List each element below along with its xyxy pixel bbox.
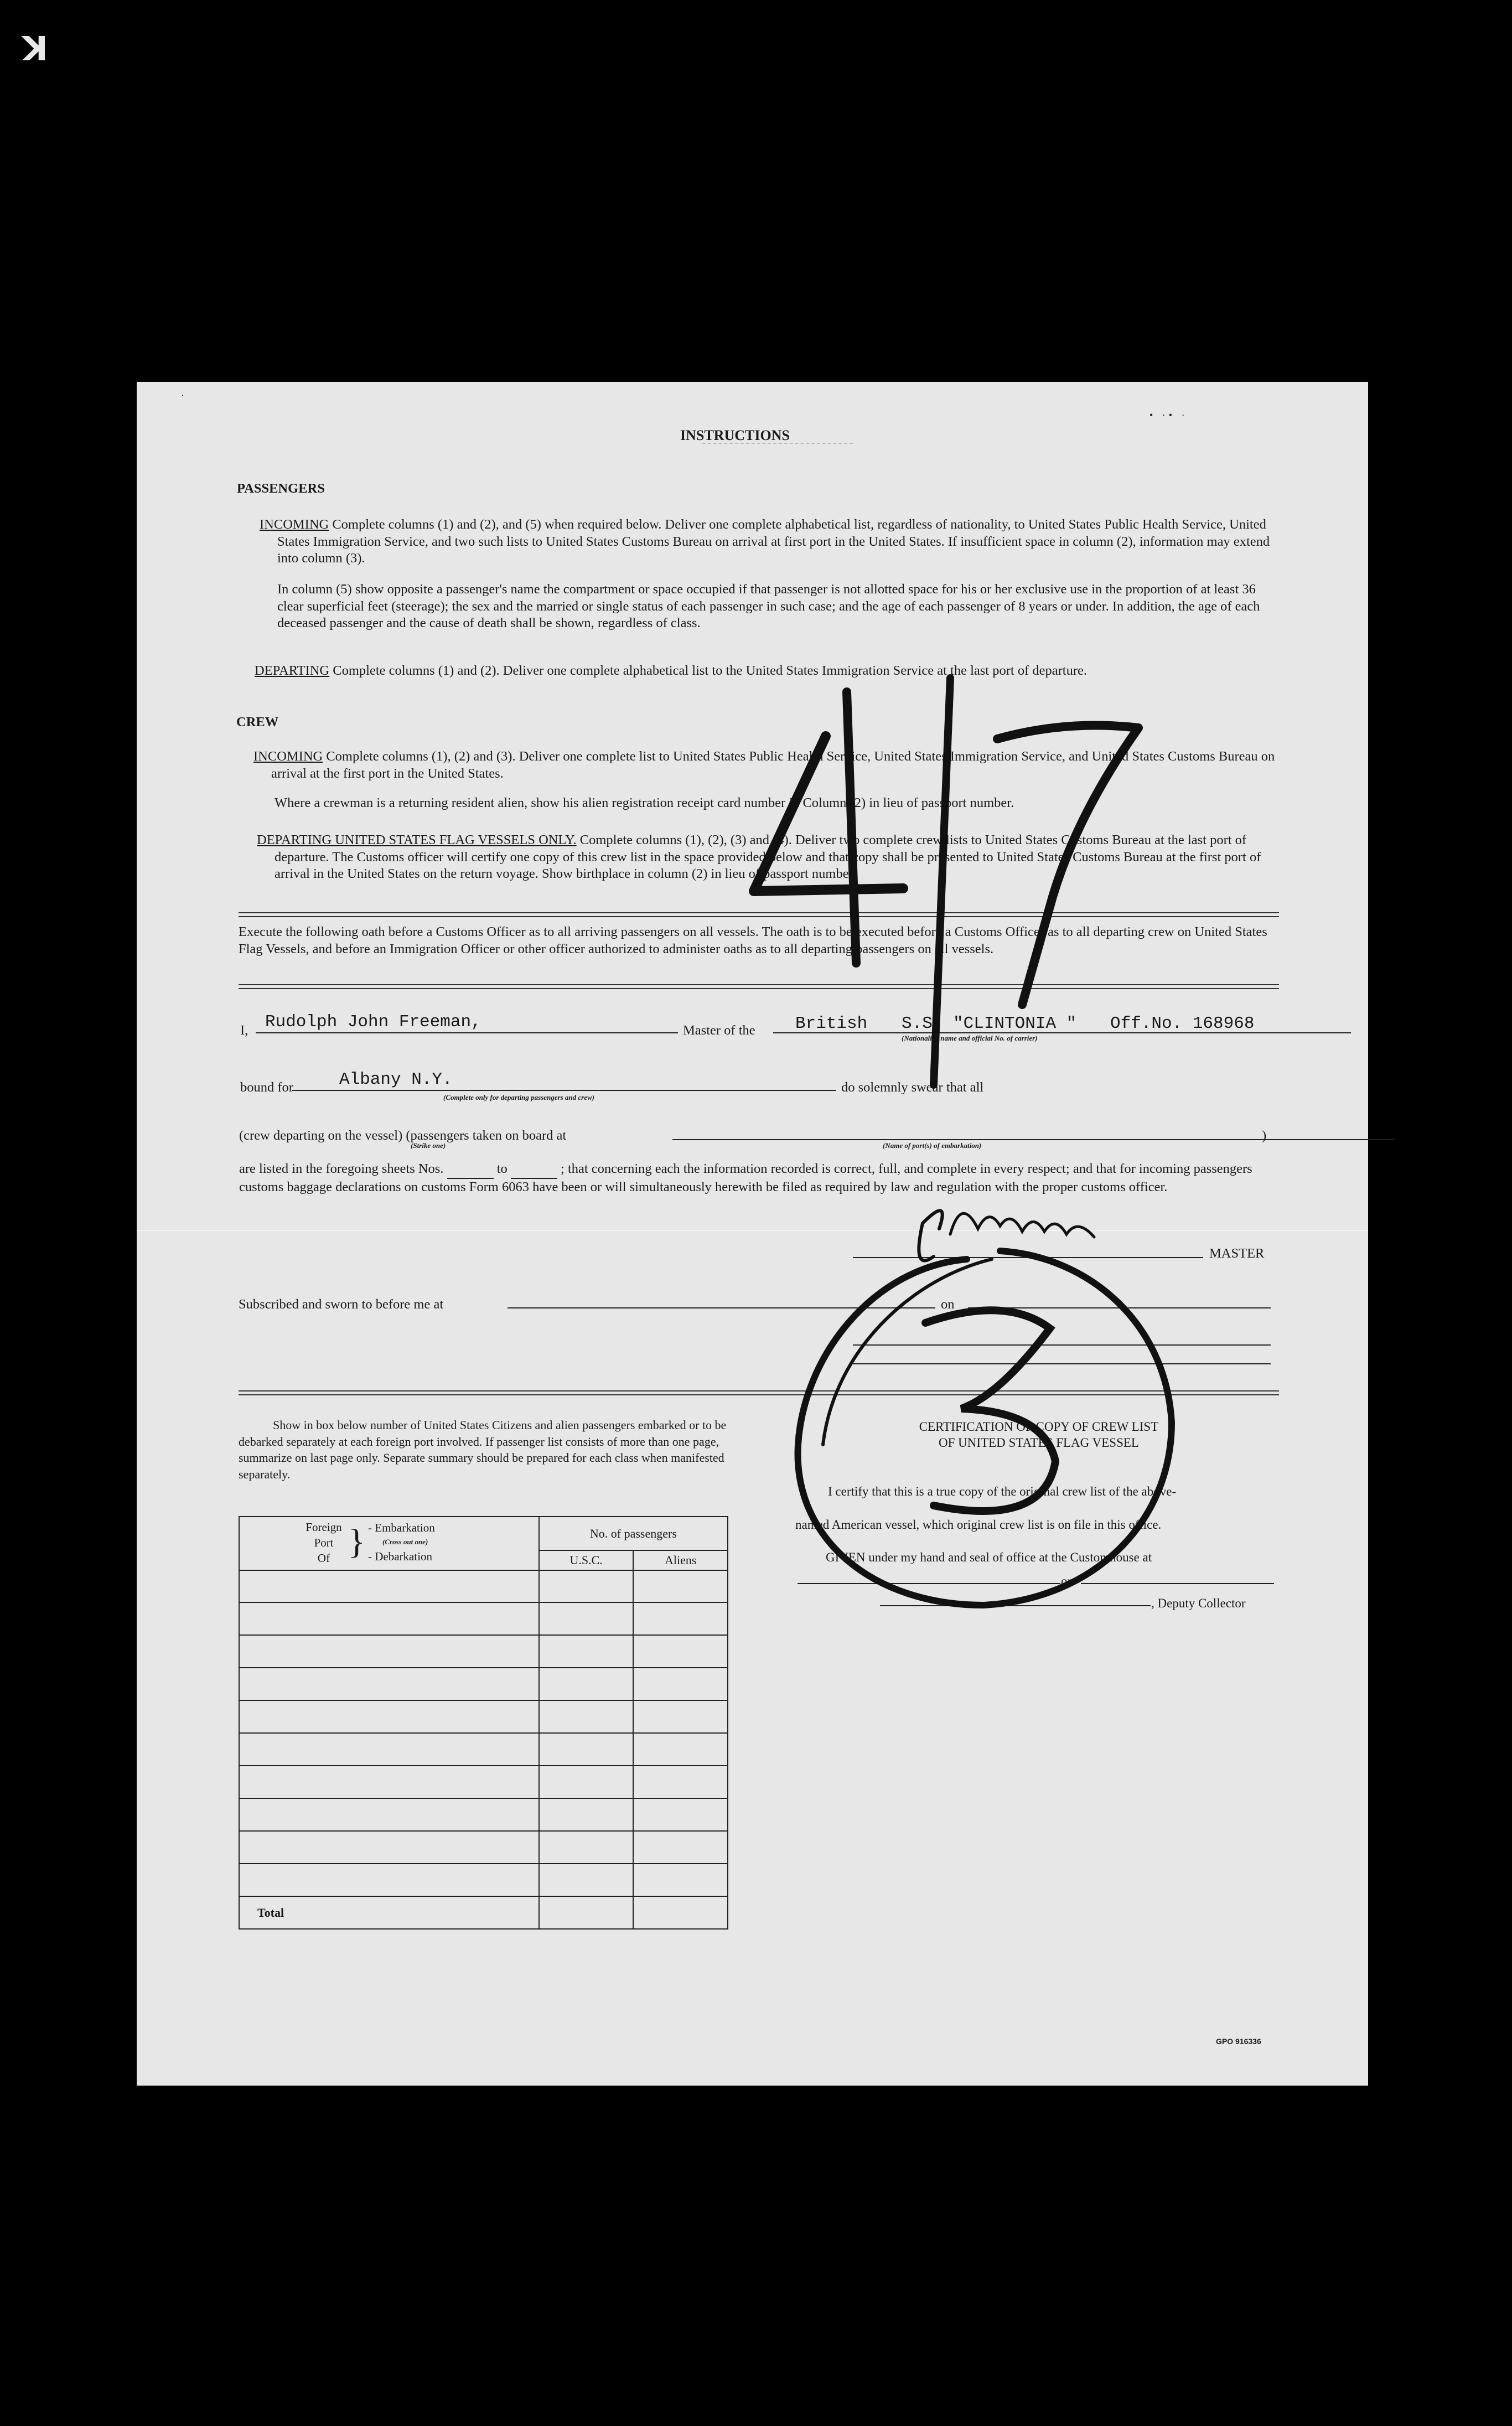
port-cell[interactable] — [239, 1831, 539, 1864]
crew-passengers-text: (crew departing on the vessel) (passengers taken on board at — [239, 1128, 567, 1143]
passengers-incoming-instruction — [260, 516, 1290, 567]
aliens-cell[interactable] — [633, 1602, 728, 1635]
section-double-rule — [239, 912, 1279, 917]
bound-for-field: Albany N.Y. — [339, 1070, 453, 1089]
port-cell[interactable] — [239, 1668, 539, 1700]
crew-incoming-text: Complete columns (1), (2) and (3). Deliver one complete list to United States Public Health Service, United States Immigration Service, and United States Customs Bureau on arrival at the first port in the United States. — [271, 749, 1275, 781]
certification-date-line — [1081, 1583, 1274, 1584]
certification-title-line1: CERTIFICATION OF COPY OF CREW LIST — [919, 1420, 1159, 1434]
certification-text2: named American vessel, which original crew list is on file in this office. — [795, 1518, 1162, 1532]
officer-line — [853, 1344, 1271, 1346]
table-row — [239, 1700, 728, 1733]
crew-heading: CREW — [236, 715, 279, 730]
master-label: MASTER — [1209, 1246, 1265, 1261]
vessel-name-field: S.S. "CLINTONIA " — [902, 1014, 1077, 1033]
passengers-departing-instruction — [255, 663, 1291, 680]
usc-cell[interactable] — [539, 1570, 634, 1602]
officer-title-line — [853, 1363, 1271, 1364]
passengers-incoming-label: INCOMING — [260, 517, 329, 532]
usc-cell[interactable] — [539, 1733, 634, 1766]
crew-incoming-instruction — [253, 748, 1290, 782]
subscribed-date-line — [968, 1307, 1271, 1308]
port-cell[interactable] — [239, 1864, 539, 1896]
debarkation-label: - Debarkation — [368, 1550, 433, 1563]
aliens-header: Aliens — [633, 1550, 728, 1570]
film-corner-mark: K — [22, 28, 48, 66]
total-label: Total — [239, 1896, 539, 1929]
crew-resident-instruction: Where a crewman is a returning resident alien, show his alien registration receipt card number in Column (2) in lieu of passport number. — [275, 795, 1014, 810]
table-row — [239, 1668, 728, 1700]
customhouse-line — [798, 1583, 1060, 1584]
table-row — [239, 1831, 728, 1864]
aliens-cell[interactable] — [633, 1864, 728, 1896]
bound-caption: (Complete only for departing passengers and crew) — [443, 1093, 594, 1101]
section-double-rule — [239, 1390, 1279, 1395]
master-of-label: Master of the — [683, 1023, 755, 1038]
usc-cell[interactable] — [539, 1635, 634, 1668]
passengers-heading: PASSENGERS — [237, 481, 325, 496]
subscribed-place-line — [508, 1307, 935, 1308]
certification-title-line2: OF UNITED STATES FLAG VESSEL — [939, 1436, 1139, 1450]
usc-header: U.S.C. — [539, 1550, 634, 1570]
port-cell[interactable] — [239, 1700, 539, 1733]
master-signature — [919, 1211, 1094, 1260]
paper-fold — [137, 1230, 1368, 1231]
summary-instructions: Show in box below number of United States Citizens and alien passengers embarked or to be debarked separately at each foreign port involved. If passenger list consists of more than one page, summarize on last page only. Separate summary should be prepared for each class when manifested separately. — [239, 1418, 727, 1481]
port-cell[interactable] — [239, 1733, 539, 1766]
aliens-cell[interactable] — [633, 1831, 728, 1864]
no-passengers-header: No. of passengers — [539, 1517, 728, 1550]
column5-instruction: In column (5) show opposite a passenger's name the compartment or space occupied if that passenger is not allotted space for his or her exclusive use in the proportion of at least 36 clear superficial feet (steerage); the sex and the married or single status of each passenger in such case; and the age of each passenger of 8 years or under. In addition, the age of each deceased passenger and the cause of death shall be shown, regardless of class. — [277, 582, 1260, 630]
aliens-cell[interactable] — [633, 1668, 728, 1700]
total-row — [239, 1896, 728, 1929]
nationality-field: British — [795, 1014, 868, 1033]
table-row — [239, 1766, 728, 1798]
sheets-statement — [239, 1161, 1285, 1196]
given-text: GIVEN under my hand and seal of office at the Customhouse at — [826, 1550, 1152, 1564]
crew-departing-instruction — [257, 832, 1287, 883]
deputy-collector-label: , Deputy Collector — [1151, 1596, 1246, 1610]
passengers-departing-text: Complete columns (1) and (2). Deliver one complete alphabetical list to the United States Immigration Service at the last port of departure. — [333, 663, 1087, 678]
table-row — [239, 1635, 728, 1668]
usc-cell[interactable] — [539, 1798, 634, 1831]
sheet-from-line — [447, 1161, 494, 1179]
sheets-to-label: to — [496, 1161, 508, 1176]
port-cell[interactable] — [239, 1798, 539, 1831]
master-name-line — [256, 1032, 678, 1033]
port-label: Port — [314, 1536, 334, 1549]
embarkation-port-line — [672, 1139, 1395, 1140]
sheets-prefix: are listed in the foregoing sheets Nos. — [239, 1161, 444, 1176]
cross-out-label: (Cross out one) — [382, 1538, 428, 1546]
close-paren: ) — [1262, 1128, 1267, 1143]
bound-for-line — [292, 1090, 836, 1091]
master-name-field: Rudolph John Freeman, — [265, 1012, 481, 1032]
strike-caption: (Strike one) — [411, 1141, 446, 1150]
usc-cell[interactable] — [539, 1602, 634, 1635]
passengers-departing-label: DEPARTING — [255, 663, 330, 678]
ports-caption: (Name of port(s) of embarkation) — [883, 1141, 982, 1150]
usc-cell[interactable] — [539, 1766, 634, 1798]
aliens-total-cell[interactable] — [633, 1896, 728, 1929]
aliens-cell[interactable] — [633, 1766, 728, 1798]
swear-text: do solemnly swear that all — [841, 1080, 984, 1095]
subscribed-label: Subscribed and sworn to before me at — [239, 1297, 444, 1312]
aliens-cell[interactable] — [633, 1635, 728, 1668]
oath-i-label: I, — [240, 1023, 248, 1038]
aliens-cell[interactable] — [633, 1798, 728, 1831]
passenger-summary-table — [239, 1516, 728, 1930]
port-cell[interactable] — [239, 1766, 539, 1798]
page-title: INSTRUCTIONS — [680, 427, 790, 443]
port-header-cell — [239, 1517, 539, 1570]
sheets-rest-text: ; that concerning each the information recorded is correct, full, and complete in every respect; and that for incoming passengers customs baggage declarations on customs Form 6063 have been or will simultaneously herewith be filed as required by law and regulation with the proper customs officer. — [239, 1161, 1252, 1194]
foreign-label: Foreign — [305, 1520, 342, 1534]
aliens-cell[interactable] — [633, 1733, 728, 1766]
port-cell[interactable] — [239, 1602, 539, 1635]
usc-cell[interactable] — [539, 1864, 634, 1896]
foreign-port-of-label — [302, 1519, 346, 1566]
section-double-rule — [239, 984, 1279, 989]
document-page — [137, 382, 1368, 2086]
aliens-cell[interactable] — [633, 1570, 728, 1602]
master-signature-line — [853, 1257, 1203, 1258]
embark-debark-labels — [368, 1520, 435, 1564]
certification-on-label: on — [1061, 1574, 1074, 1588]
passengers-incoming-text: Complete columns (1) and (2), and (5) when required below. Deliver one complete alphabetical list, regardless of nationality, to United States Public Health Service, United States Immigration Service, and two such lists to United States Customs Bureau on arrival at first port in the United States. If insufficient space in column (2), information may extend into column (3). — [277, 517, 1270, 566]
table-row — [239, 1733, 728, 1766]
usc-cell[interactable] — [539, 1700, 634, 1733]
usc-cell[interactable] — [539, 1831, 634, 1864]
official-number-field: Off.No. 168968 — [1110, 1014, 1255, 1033]
aliens-cell[interactable] — [633, 1700, 728, 1733]
port-cell[interactable] — [239, 1635, 539, 1668]
certification-text1: I certify that this is a true copy of the original crew list of the above- — [828, 1484, 1177, 1498]
table-row — [239, 1798, 728, 1831]
gpo-code: GPO 916336 — [1216, 2037, 1261, 2046]
vessel-line — [773, 1032, 1351, 1033]
subscribed-on-label: on — [941, 1297, 955, 1312]
crew-departing-text: Complete columns (1), (2), (3) and (4). Deliver two complete crew lists to United States Customs Bureau at the last port of departure. The Customs officer will certify one copy of this crew list in the space provided below and that copy shall be presented to United States Customs Bureau at the first port of arrival in the United States on the return voyage. Show birthplace in column (2) in lieu of passport number. — [275, 832, 1261, 881]
nationality-caption: (Nationality, name and official No. of carrier) — [902, 1034, 1038, 1042]
brace-glyph: } — [348, 1522, 365, 1561]
of-label: Of — [317, 1551, 330, 1565]
deputy-collector-line — [880, 1605, 1151, 1606]
oath-instructions: Execute the following oath before a Customs Officer as to all arriving passengers on all vessels. The oath is to be executed before a Customs Officer as to all departing crew on United States Flag Vessels, and before an Immigration Officer or other officer authorized to administer oaths as to all departing passengers on all vessels. — [239, 924, 1267, 956]
crew-departing-label: DEPARTING UNITED STATES FLAG VESSELS ONLY. — [257, 832, 577, 847]
crew-incoming-label: INCOMING — [253, 749, 323, 764]
table-row — [239, 1864, 728, 1896]
bound-for-label: bound for — [240, 1080, 293, 1095]
table-row — [239, 1570, 728, 1602]
usc-cell[interactable] — [539, 1668, 634, 1700]
title-rule — [702, 443, 853, 444]
embarkation-label: - Embarkation — [368, 1521, 435, 1534]
port-cell[interactable] — [239, 1570, 539, 1602]
usc-total-cell[interactable] — [539, 1896, 634, 1929]
table-row — [239, 1602, 728, 1635]
certification-title — [790, 1419, 1288, 1451]
sheet-to-line — [511, 1161, 557, 1179]
scan-speck: · — [181, 390, 184, 401]
scan-speck: • ·• · — [1149, 410, 1188, 421]
